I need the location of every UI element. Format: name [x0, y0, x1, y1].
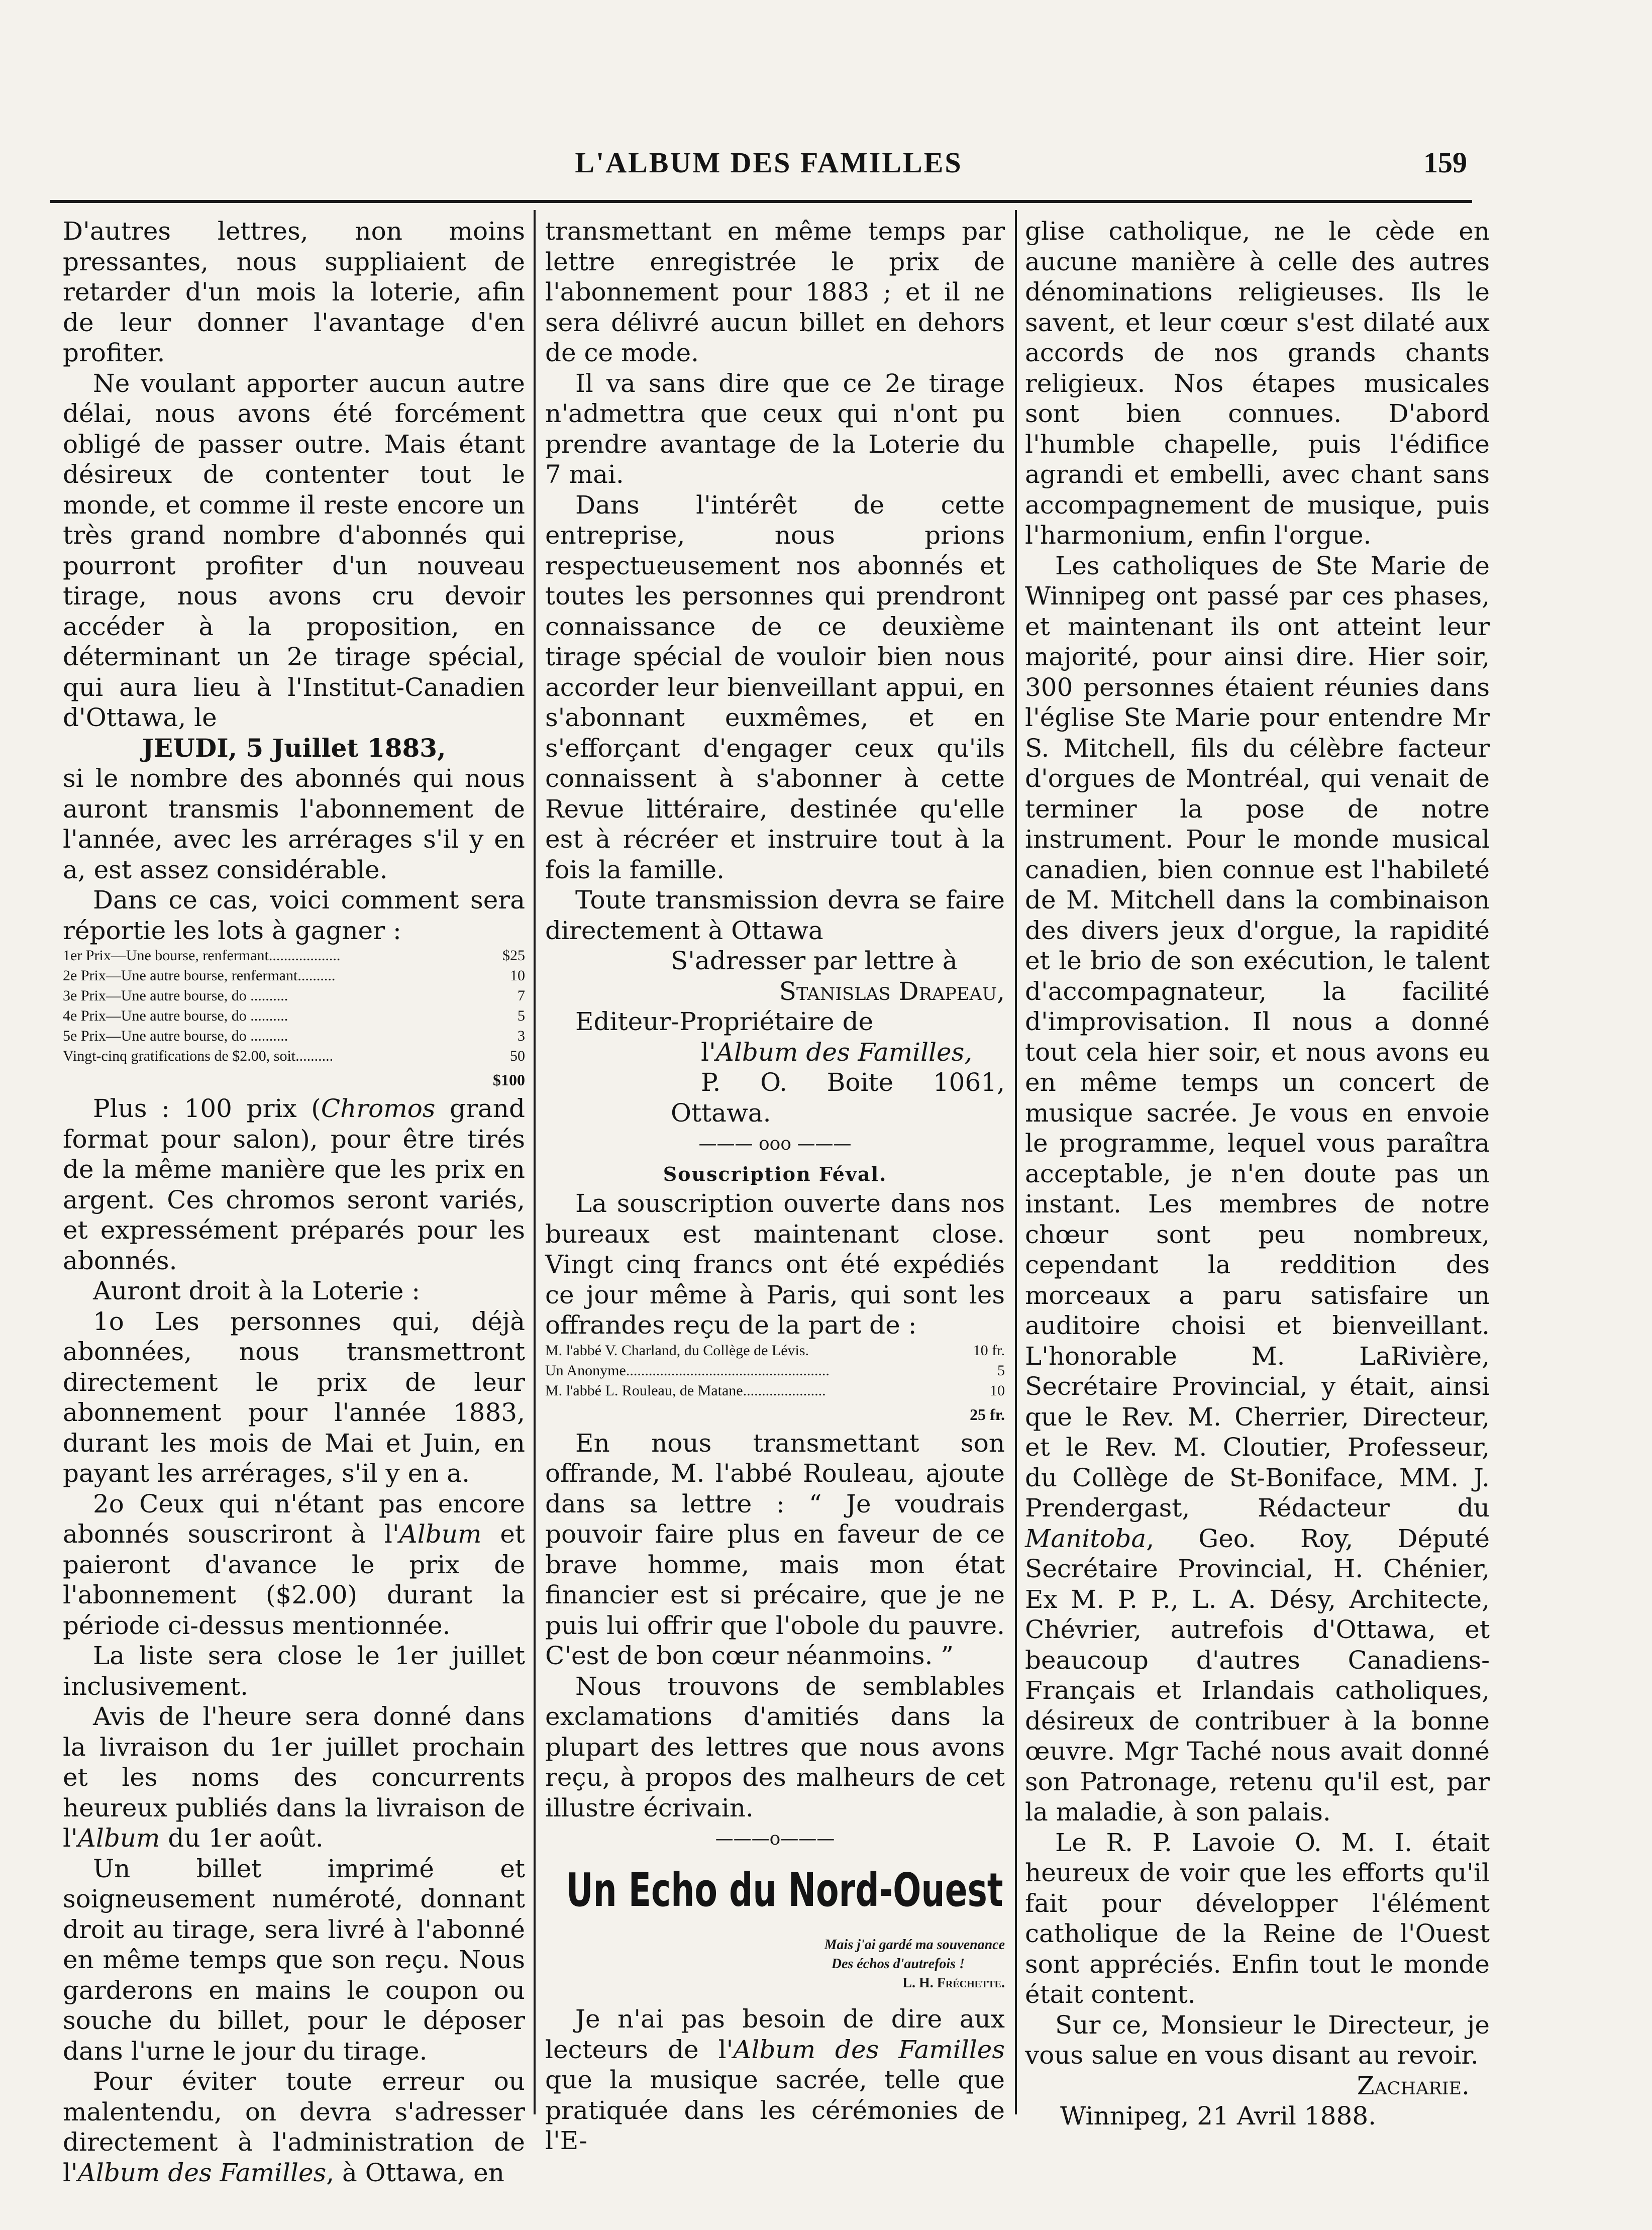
prize-label: 5e Prix—Une autre bourse, do .......... — [63, 1028, 288, 1044]
prize-total: $100 — [493, 1071, 525, 1089]
donor-label: Un Anonyme...................................................... — [545, 1362, 830, 1379]
text-run: , Geo. Roy, Député Secrétaire Provincial, H. Chénier, Ex M. P. P., L. A. Désy, Architecte, Chévrier, autrefois d'Ottawa, et beaucoup d'autres Canadiens-Français et Irlandais catholiques, désireux de contribuer à la bonne œuvre. Mgr Taché nous avait donné son Patronage, retenu qu'il est, par la maladie, à son palais. — [1025, 1524, 1490, 1827]
col2-paragraph: Dans l'intérêt de cette entreprise, nous prions respectueusement nos abonnés et toutes les personnes qui prendront connaissance de ce deuxième tirage spécial de vouloir bien nous accorder leur bienveillant appui, en s'abonnant euxmêmes, et en s'efforçant d'engager ceux qu'ils connaissent à s'abonner à cette Revue littéraire, destinée qu'elle est à récréer et instruire tout à la fois la famille. — [545, 490, 1005, 884]
text-run: du 1er août. — [160, 1823, 324, 1853]
prize-label: 4e Prix—Une autre bourse, do .......... — [63, 1007, 288, 1024]
article-title: Un Echo du Nord-Ouest — [566, 1863, 1003, 1917]
prize-value: 10 — [510, 967, 525, 984]
donor-label: M. l'abbé V. Charland, du Collège de Lévis. — [545, 1342, 809, 1359]
prize-row — [63, 986, 525, 1006]
text-run: Avis de l'heure sera donné dans la livraison du 1er juillet prochain et les noms des concurrents heureux publiés dans la livraison de l' — [63, 1702, 525, 1853]
text-run: , à Ottawa, en — [326, 2158, 504, 2187]
donor-row — [545, 1361, 1005, 1381]
prize-row — [63, 1046, 525, 1066]
col1-paragraph: Dans ce cas, voici comment sera réportie les lots à gagner : — [63, 885, 525, 945]
page-header — [70, 146, 1467, 186]
address-line: P. O. Boite 1061, Ottawa. — [671, 1068, 1005, 1128]
text-emphasis: Album — [77, 1823, 160, 1853]
col1-paragraph: si le nombre des abonnés qui nous auront transmis l'abonnement de l'année, avec les arrérages s'il y en a, est assez considérable. — [63, 764, 525, 884]
epigraph-line: Des échos d'autrefois ! — [831, 1956, 965, 1972]
col1-paragraph — [63, 2066, 525, 2188]
signature: Zacharie. — [1357, 2071, 1470, 2100]
col3-paragraph: glise catholique, ne le cède en aucune manière à celle des autres dénominations religieuses. Ils le savent, et leur cœur s'est dilaté aux accords de nos grands chants religieux. Nos étapes musicales sont bien connues. D'abord l'humble chapelle, puis l'édifice agrandi et embelli, avec chant sans accompagnement de musique, puis l'harmonium, enfin l'orgue. — [1025, 217, 1490, 550]
prize-value: 5 — [518, 1007, 525, 1024]
donor-row — [545, 1381, 1005, 1401]
prize-list — [63, 946, 525, 1066]
address-line: S'adresser par lettre à — [671, 946, 958, 975]
prize-label: Vingt-cinq gratifications de $2.00, soit.......... — [63, 1048, 334, 1064]
text-emphasis: Manitoba — [1025, 1524, 1147, 1553]
prize-label: 1er Prix—Une bourse, renfermant................... — [63, 947, 341, 964]
journal-title: L'ALBUM DES FAMILLES — [575, 146, 963, 179]
text-run: Je n'ai pas besoin de dire aux lecteurs de l' — [545, 2004, 1005, 2064]
text-emphasis: Album des Familles, — [715, 1037, 973, 1067]
prize-row — [63, 1026, 525, 1046]
section-heading: Souscription Féval. — [663, 1163, 887, 1185]
address-line — [545, 1037, 1005, 1068]
text-run: 2o Ceux qui n'étant pas encore abonnés souscriront à l' — [63, 1489, 525, 1549]
col2-paragraph: En nous transmettant son offrande, M. l'abbé Rouleau, ajoute dans sa lettre : “ Je voudrais pouvoir faire plus en faveur de ce brave homme, mais mon état financier est si précaire, que je ne puis lui offrir que l'obole du pauvre. C'est de bon cœur néanmoins. ” — [545, 1428, 1005, 1670]
col1-paragraph — [63, 1701, 525, 1854]
col1-paragraph: Un billet imprimé et soigneusement numéroté, donnant droit au tirage, sera livré à l'abonné en même temps que son reçu. Nous garderons en mains le coupon ou souche du billet, pour le déposer dans l'urne le jour du tirage. — [63, 1854, 525, 2066]
prize-value: $25 — [502, 947, 525, 964]
col2-paragraph: transmettant en même temps par lettre enregistrée le prix de l'abonnement pour 1883 ; et il ne sera délivré aucun billet en dehors de ce mode. — [545, 217, 1005, 367]
col2-paragraph: La souscription ouverte dans nos bureaux est maintenant close. Vingt cinq francs ont été expédiés ce jour même à Paris, qui sont les offrandes reçu de la part de : — [545, 1189, 1005, 1340]
epigraph — [545, 1936, 1005, 1993]
col2-paragraph: Toute transmission devra se faire directement à Ottawa — [545, 885, 1005, 945]
col2-paragraph: Nous trouvons de semblables exclamations d'amitiés dans la plupart des lettres que nous avons reçu, à propos des malheurs de cet illustre écrivain. — [545, 1671, 1005, 1822]
text-emphasis: Album des Familles — [77, 2158, 327, 2187]
prize-value: 3 — [518, 1028, 525, 1044]
prize-row — [63, 966, 525, 986]
epigraph-author: L. H. Fréchette. — [902, 1975, 1005, 1991]
column-divider-1 — [534, 210, 536, 2114]
text-run: Les catholiques de Ste Marie de Winnipeg ont passé par ces phases, et maintenant ils ont atteint leur majorité, pour ainsi dire. Hier soir, 300 personnes étaient réunies dans l'église Ste Marie pour entendre Mr S. Mitchell, fils du célèbre facteur d'orgues de Montréal, qui venait de terminer la pose de notre instrument. Pour le monde musical canadien, bien connue est l'habileté de M. Mitchell dans la combinaison des divers jeux d'orgue, la rapidité et le brio de son exécution, le talent d'accompagnateur, la facilité d'improvisation. Il nous a donné tout cela hier soir, et nous avons eu en même temps un concert de musique sacrée. Je vous en envoie le programme, lequel vous paraîtra acceptable, je n'en doute pas un instant. Les membres de notre chœur sont peu nombreux, cependant la reddition des morceaux a paru satisfaire un auditoire choisi et bienveillant. L'honorable M. LaRivière, Secrétaire Provincial, y était, ainsi que le Rev. M. Cherrier, Directeur, et le Rev. M. Cloutier, Professeur, du Collège de St-Boniface, MM. J. Prendergast, Rédacteur du — [1025, 551, 1490, 1523]
text-run: l' — [701, 1037, 716, 1067]
column-3 — [1025, 216, 1490, 2132]
col1-paragraph: Ne voulant apporter aucun autre délai, nous avons été forcément obligé de passer outre. Mais étant désireux de contenter tout le monde, et comme il reste encore un très grand nombre d'abonnés qui pourront profiter d'un nouveau tirage, nous avons cru devoir accéder à la proposition, en déterminant un 2e tirage spécial, qui aura lieu à l'Institut-Canadien d'Ottawa, le — [63, 368, 525, 732]
text-emphasis: Album — [399, 1519, 482, 1549]
col1-paragraph — [63, 1489, 525, 1641]
prize-label: 2e Prix—Une autre bourse, renfermant.......... — [63, 967, 336, 984]
donor-row — [545, 1341, 1005, 1361]
text-run: et paieront d'avance le prix de l'abonnement ($2.00) durant la période ci-dessus mentionnée. — [63, 1519, 525, 1640]
text-emphasis: Chromos — [321, 1094, 436, 1123]
column-divider-2 — [1015, 210, 1017, 2114]
address-line: Editeur-Propriétaire de — [575, 1007, 874, 1036]
text-run: Pour éviter toute erreur ou malentendu, on devra s'adresser directement à l'administration de l' — [63, 2067, 525, 2187]
col3-paragraph: Sur ce, Monsieur le Directeur, je vous salue en vous disant au revoir. — [1025, 2010, 1490, 2070]
col1-paragraph: D'autres lettres, non moins pressantes, nous suppliaient de retarder d'un mois la loterie, afin de leur donner l'avantage d'en profiter. — [63, 217, 525, 367]
column-1 — [63, 216, 525, 2188]
prize-row — [63, 1006, 525, 1026]
col1-paragraph: 1o Les personnes qui, déjà abonnées, nous transmettront directement le prix de leur abonnement pour l'année 1883, durant les mois de Mai et Juin, en payant les arrérages, s'il y en a. — [63, 1306, 525, 1488]
text-run: Plus : 100 prix ( — [93, 1094, 321, 1123]
dateline: Winnipeg, 21 Avril 1888. — [1060, 2101, 1377, 2131]
col2-paragraph — [545, 2004, 1005, 2156]
donor-total: 25 fr. — [970, 1405, 1005, 1424]
donor-label: M. l'abbé L. Rouleau, de Matane...................... — [545, 1382, 826, 1399]
text-emphasis: Album des Familles — [733, 2035, 1005, 2064]
header-rule — [50, 200, 1472, 203]
donor-list — [545, 1341, 1005, 1401]
text-run: que la musique sacrée, telle que pratiquée dans les cérémonies de l'E- — [545, 2065, 1005, 2155]
col3-paragraph — [1025, 551, 1490, 1828]
donor-value: 10 — [990, 1382, 1005, 1399]
text-run: grand format pour salon), pour être tirés de la même manière que les prix en argent. Ces chromos seront variés, et expressément préparés pour les abonnés. — [63, 1094, 525, 1275]
date-heading: JEUDI, 5 Juillet 1883, — [142, 733, 446, 763]
section-separator: ——— ooo ——— — [698, 1134, 852, 1154]
address-line: Stanislas Drapeau, — [779, 976, 1005, 1006]
prize-value: 7 — [518, 987, 525, 1004]
prize-label: 3e Prix—Une autre bourse, do .......... — [63, 987, 288, 1004]
col2-paragraph: Il va sans dire que ce 2e tirage n'admettra que ceux qui n'ont pu prendre avantage de la Loterie du 7 mai. — [545, 368, 1005, 489]
column-2 — [545, 216, 1005, 2156]
donor-value: 10 fr. — [973, 1342, 1005, 1359]
col3-paragraph: Le R. P. Lavoie O. M. I. était heureux de voir que les efforts qu'il fait pour développer l'élément catholique de la Reine de l'Ouest sont appréciés. Enfin tout le monde était content. — [1025, 1828, 1490, 2009]
col1-paragraph — [63, 1093, 525, 1276]
col1-paragraph: Auront droit à la Loterie : — [93, 1276, 421, 1305]
epigraph-line: Mais j'ai gardé ma souvenance — [824, 1937, 1005, 1953]
prize-row — [63, 946, 525, 966]
section-separator: ———o——— — [715, 1829, 835, 1849]
page-number: 159 — [1423, 146, 1467, 179]
donor-value: 5 — [997, 1362, 1005, 1379]
col1-paragraph: La liste sera close le 1er juillet inclusivement. — [63, 1641, 525, 1701]
prize-value: 50 — [510, 1048, 525, 1064]
